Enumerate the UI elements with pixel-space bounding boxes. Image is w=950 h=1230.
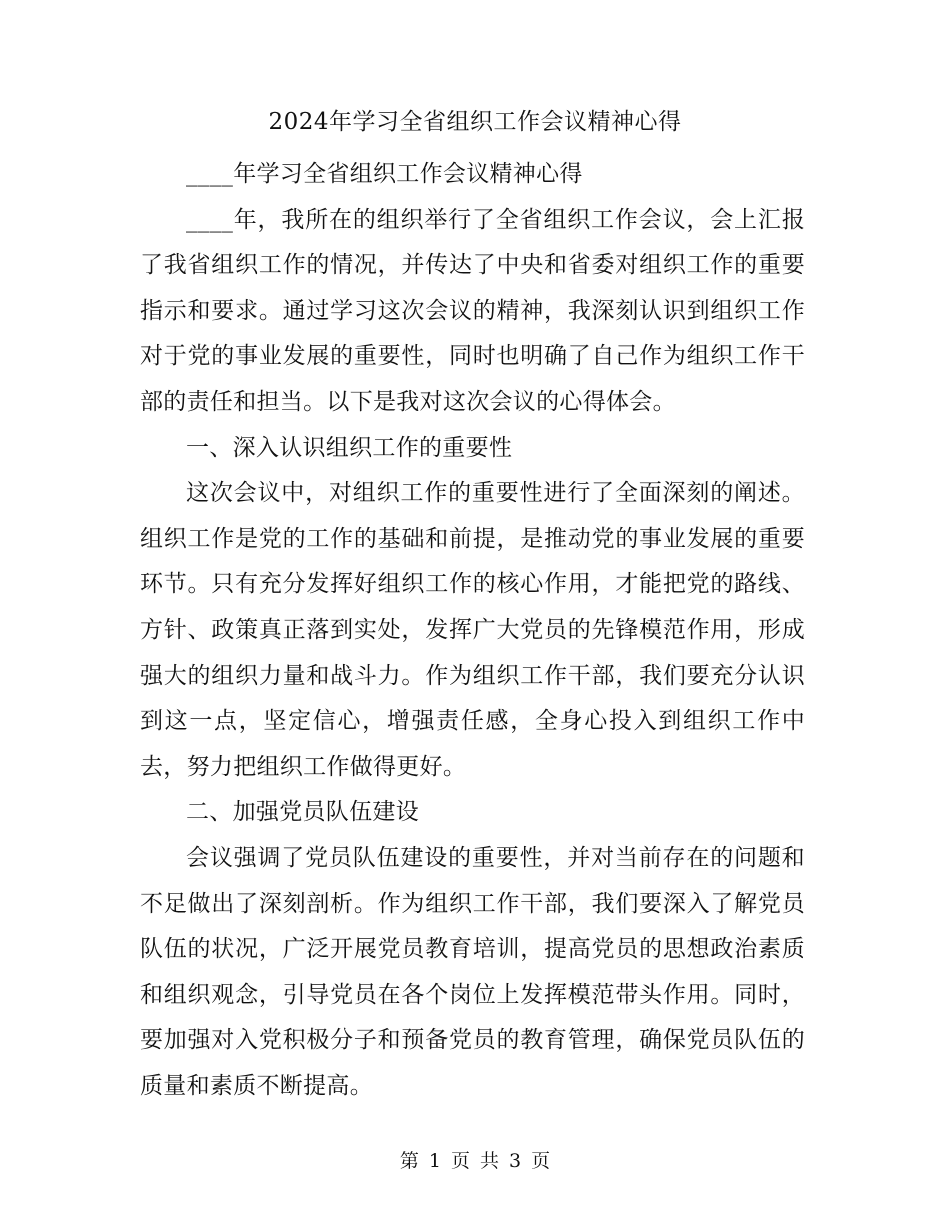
section-2-paragraph: 会议强调了党员队伍建设的重要性，并对当前存在的问题和不足做出了深刻剖析。作为组织工作干部，我们要深入了解党员队伍的状况，广泛开展党员教育培训，提高党员的思想政治素质和组织观念，引导党员在各个岗位上发挥模范带头作用。同时，要加强对入党积极分子和预备党员的教育管理，确保党员队伍的质量和素质不断提高。 <box>140 844 805 1099</box>
subtitle-paragraph: ____年学习全省组织工作会议精神心得 <box>186 161 583 187</box>
document-body <box>140 152 805 1109</box>
page-number-footer: 第 1 页 共 3 页 <box>399 1150 551 1172</box>
section-1-paragraph: 这次会议中，对组织工作的重要性进行了全面深刻的阐述。组织工作是党的工作的基础和前提，是推动党的事业发展的重要环节。只有充分发挥好组织工作的核心作用，才能把党的路线、方针、政策真正落到实处，发挥广大党员的先锋模范作用，形成强大的组织力量和战斗力。作为组织工作干部，我们要充分认识到这一点，坚定信心，增强责任感，全身心投入到组织工作中去，努力把组织工作做得更好。 <box>140 480 805 780</box>
section-heading-2: 二、加强党员队伍建设 <box>186 799 419 826</box>
document-title: 2024年学习全省组织工作会议精神心得 <box>268 109 682 135</box>
intro-paragraph: ____年，我所在的组织举行了全省组织工作会议，会上汇报了我省组织工作的情况，并传达了中央和省委对组织工作的重要指示和要求。通过学习这次会议的精神，我深刻认识到组织工作对于党的事业发展的重要性，同时也明确了自己作为组织工作干部的责任和担当。以下是我对这次会议的心得体会。 <box>140 206 805 415</box>
section-heading-1: 一、深入认识组织工作的重要性 <box>186 434 513 461</box>
